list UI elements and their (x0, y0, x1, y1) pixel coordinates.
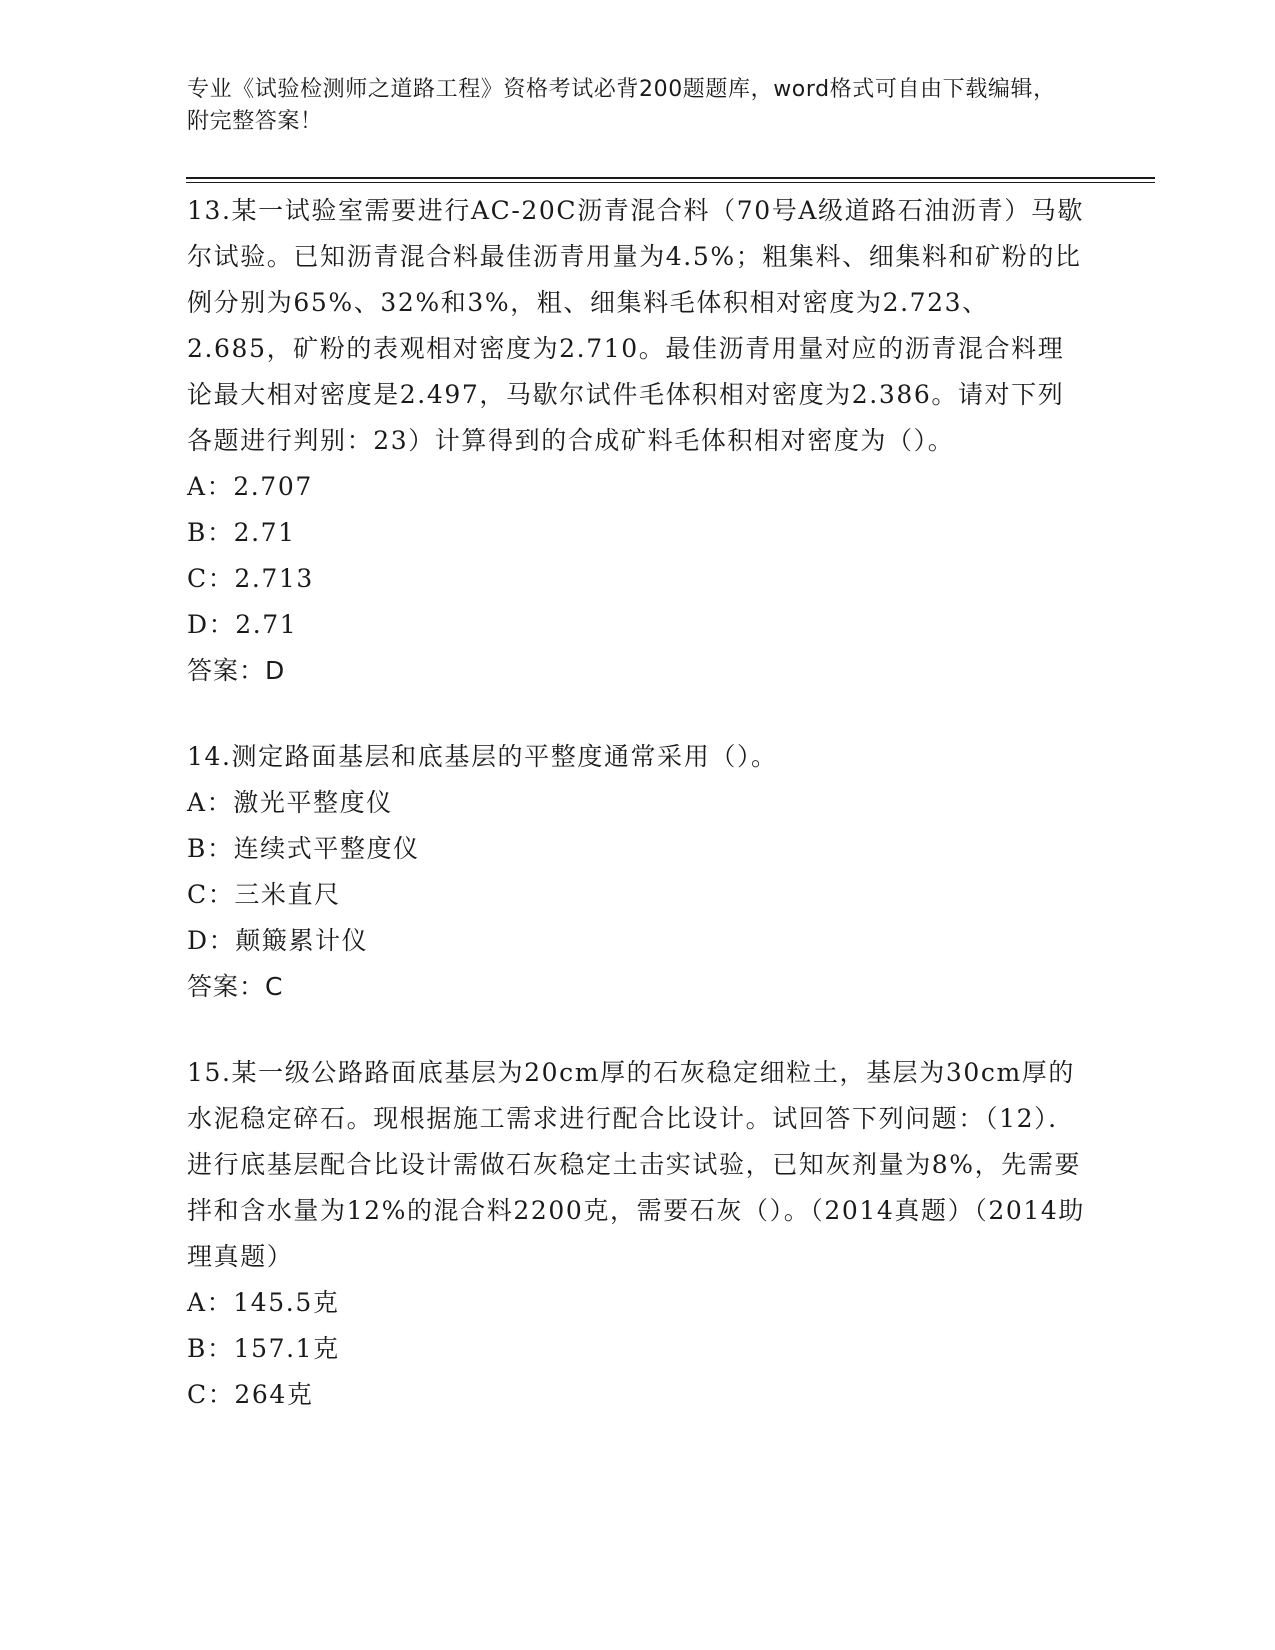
answer-text: 答案：C (187, 972, 284, 1001)
question-text: 14.测定路面基层和底基层的平整度通常采用（）。 (187, 742, 778, 771)
question-text: 13.某一试验室需要进行AC-20C沥青混合料（70号A级道路石油沥青）马歇尔试验。已知沥青混合料最佳沥青用量为4.5%；粗集料、细集料和矿粉的比例分别为65%、32%和3%，粗、细集料毛体积相对密度为2.723、2.685，矿粉的表观相对密度为2.710。最佳沥青用量对应的沥青混合料理论最大相对密度是2.497，马歇尔试件毛体积相对密度为2.386。请对下列各题进行判别：23）计算得到的合成矿料毛体积相对密度为（）。 (187, 196, 1084, 455)
option-d: D：颠簸累计仪 (187, 926, 369, 955)
answer-text: 答案：D (187, 656, 286, 685)
question-item (187, 188, 1087, 694)
header-intro-text: 专业《试验检测师之道路工程》资格考试必背200题题库，word格式可自由下载编辑，附完整答案！ (187, 77, 1056, 134)
header-divider-thin (186, 182, 1155, 183)
option-b: B：157.1克 (187, 1334, 340, 1363)
option-a: A：2.707 (187, 472, 313, 501)
question-item (187, 1050, 1087, 1418)
question-text: 15.某一级公路路面底基层为20cm厚的石灰稳定细粒土，基层为30cm厚的水泥稳定碎石。现根据施工需求进行配合比设计。试回答下列问题：（12）．进行底基层配合比设计需做石灰稳定土击实试验，已知灰剂量为8%，先需要拌和含水量为12%的混合料2200克，需要石灰（）。（2014真题）（2014助理真题） (187, 1058, 1085, 1271)
question-item (187, 734, 1087, 1010)
option-c: C：2.713 (187, 564, 314, 593)
option-b: B：连续式平整度仪 (187, 834, 420, 863)
header-divider-thick (186, 177, 1155, 179)
option-a: A：145.5克 (187, 1288, 340, 1317)
question-list (187, 188, 1087, 1458)
document-header (187, 74, 1067, 138)
option-c: C：264克 (187, 1380, 314, 1409)
option-d: D：2.71 (187, 610, 298, 639)
option-b: B：2.71 (187, 518, 296, 547)
option-c: C：三米直尺 (187, 880, 341, 909)
option-a: A：激光平整度仪 (187, 788, 393, 817)
